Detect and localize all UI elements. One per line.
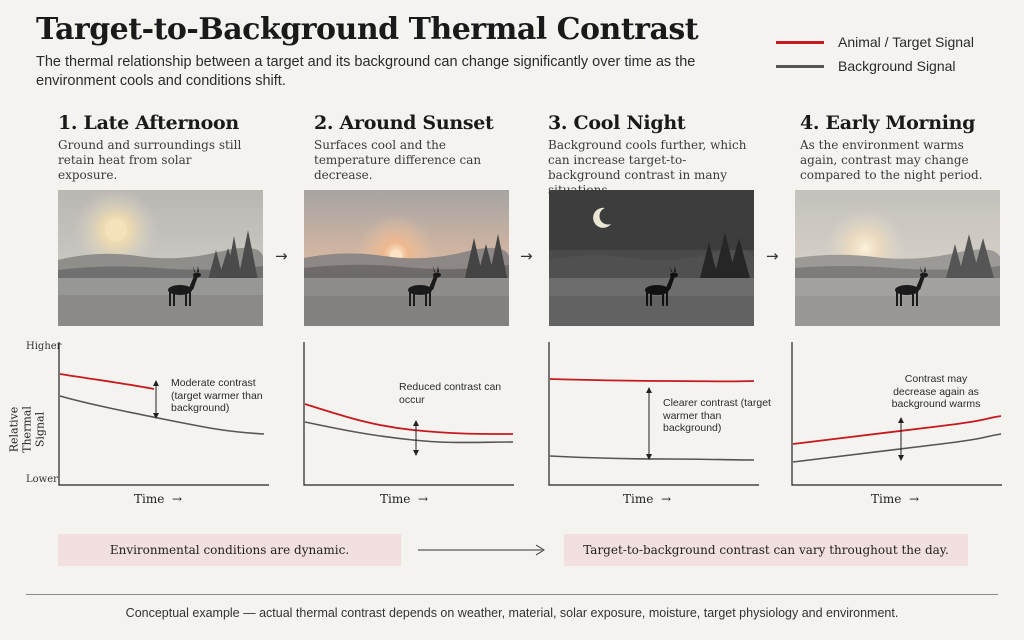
panel-1-desc: Ground and surroundings still retain heat from solar exposure.	[58, 138, 242, 182]
y-axis-label: Relative Thermal Signal	[7, 406, 47, 453]
time-axis-label-2	[380, 492, 428, 506]
sunset-graph	[303, 342, 515, 486]
legend-item-background	[776, 54, 974, 78]
time-axis-label-4	[871, 492, 919, 506]
night-scene	[549, 190, 754, 326]
step-arrow-2-icon: →	[520, 247, 533, 265]
panel-2-title: 2. Around Sunset	[314, 112, 494, 134]
banner-left-text: Environmental conditions are dynamic.	[109, 543, 350, 557]
legend-item-target	[776, 30, 974, 54]
time-axis-label-1	[134, 492, 182, 506]
time-label-text: Time	[380, 492, 411, 506]
footnote: Conceptual example — actual thermal contrast depends on weather, material, solar exposure, moisture, target physiology and environment.	[125, 606, 899, 620]
panel-1-title: 1. Late Afternoon	[58, 112, 239, 134]
time-label-text: Time	[623, 492, 654, 506]
banner-arrow-icon	[418, 541, 548, 559]
intro-text: The thermal relationship between a target and its background can change significantly over time as the environment cools and conditions shift.	[36, 54, 696, 89]
sunset-scene	[304, 190, 509, 326]
early-morning-scene	[795, 190, 1000, 326]
footer-divider	[26, 594, 998, 595]
banner-contrast-varies	[564, 534, 968, 566]
banner-right-text: Target-to-background contrast can vary throughout the day.	[583, 543, 949, 557]
time-label-text: Time	[871, 492, 902, 506]
time-arrow-icon: →	[171, 492, 183, 506]
panel-2-desc: Surfaces cool and the temperature difference can decrease.	[314, 138, 482, 182]
time-arrow-icon: →	[417, 492, 429, 506]
target-line	[60, 374, 154, 389]
legend-swatch-target	[776, 41, 824, 44]
legend-swatch-background	[776, 65, 824, 68]
legend-label-target: Animal / Target Signal	[838, 34, 974, 50]
target-line	[305, 404, 513, 434]
page-title: Target-to-Background Thermal Contrast	[36, 12, 699, 47]
background-line	[793, 434, 1001, 462]
time-label-text: Time	[134, 492, 165, 506]
step-arrow-3-icon: →	[766, 247, 779, 265]
time-arrow-icon: →	[908, 492, 920, 506]
panel-3-desc: Background cools further, which can increase target-to-background contrast in many	[548, 138, 747, 182]
y-axis-high-label: Higher	[26, 341, 62, 352]
panel-2-annotation: Reduced contrast can occur	[399, 381, 502, 406]
time-axis-label-3	[623, 492, 671, 506]
panel-4-title: 4. Early Morning	[800, 112, 976, 134]
panel-3-annotation: Clearer contrast (target warmer than background)	[663, 397, 771, 434]
axes	[792, 342, 1002, 485]
sun-icon	[105, 219, 127, 241]
panel-4-desc: As the environment warms again, contrast may change compared to the night period.	[800, 138, 983, 182]
time-arrow-icon: →	[660, 492, 672, 506]
banner-dynamic-conditions	[58, 534, 401, 566]
panel-4-annotation: Contrast may decrease again as background warms	[891, 373, 981, 410]
target-line	[550, 379, 754, 381]
late-afternoon-scene	[58, 190, 263, 326]
step-arrow-1-icon: →	[275, 247, 288, 265]
legend-label-background: Background Signal	[838, 58, 956, 74]
early-morning-graph	[791, 342, 1003, 486]
background-line	[305, 422, 513, 443]
background-line	[550, 456, 754, 460]
panel-1-annotation: Moderate contrast (target warmer than background)	[171, 377, 263, 414]
y-axis-low-label: Lower	[26, 474, 58, 485]
legend	[776, 30, 974, 78]
panel-3-title: 3. Cool Night	[548, 112, 686, 134]
